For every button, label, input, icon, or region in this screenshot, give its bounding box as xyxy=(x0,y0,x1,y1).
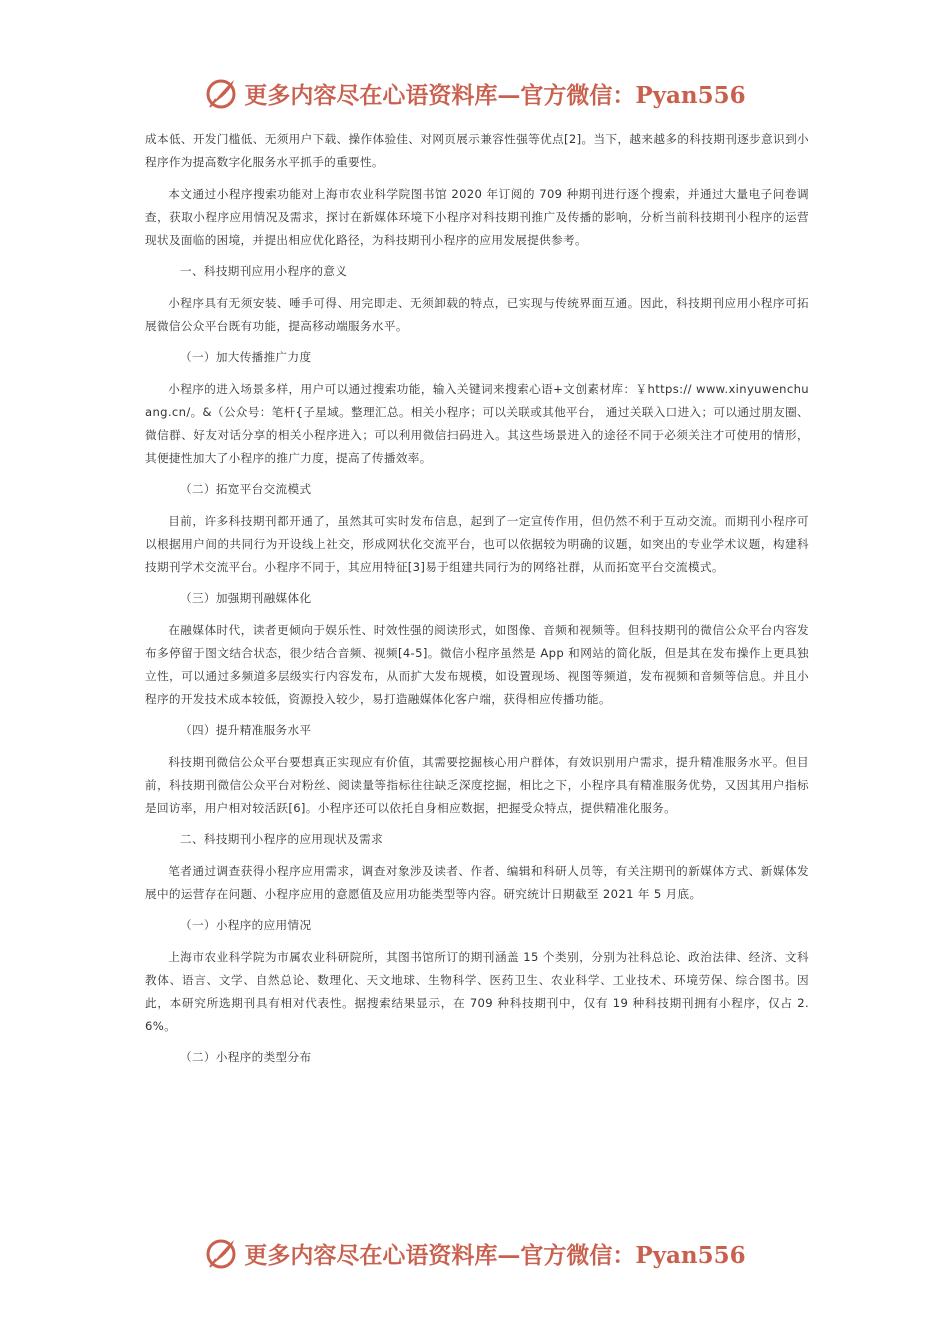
body-paragraph: 在融媒体时代，读者更倾向于娱乐性、时效性强的阅读形式，如图像、音频和视频等。但科技期刊的微信公众平台内容发布多停留于图文结合状态，很少结合音频、视频[4-5]。微信小程序虽然是 App 和网站的简化版，但是其在发布操作上更具独立性，可以通过多频道多层级实行内容发布，从而扩大发布规模，如设置现场、视图等频道，发布视频和音频等信息。并且小程序的开发技术成本较低，资源投入较少，易打造融媒体化客户端，获得相应传播功能。 xyxy=(145,622,809,706)
document-body xyxy=(145,128,809,1069)
section-heading: （二）拓宽平台交流模式 xyxy=(180,482,312,496)
section-heading: （三）加强期刊融媒体化 xyxy=(180,591,312,605)
section-heading: 一、科技期刊应用小程序的意义 xyxy=(180,264,348,278)
body-paragraph: 小程序的进入场景多样，用户可以通过搜索功能，输入关键词来搜索心语+文创素材库：￥https:// www.xinyuwenchuang.cn/。&（公众号：笔杆{子星域。整理汇总。相关小程序；可以关联或其他平台， 通过关联入口进入；可以通过朋友圈、微信群、好友对话分享的相关小程序进入；可以利用微信扫码进入。其这些场景进入的途径不同于必须关注才可使用的情形，其便捷性加大了小程序的推广力度，提高了传播效率。 xyxy=(145,381,809,465)
section-heading: 二、科技期刊小程序的应用现状及需求 xyxy=(180,832,384,846)
banner-text: 更多内容尽在心语资料库—官方微信：Pyan556 xyxy=(244,1241,746,1269)
body-paragraph: 目前，许多科技期刊都开通了，虽然其可实时发布信息，起到了一定宣传作用，但仍然不利于互动交流。而期刊小程序可以根据用户间的共同行为开设线上社交，形成网状化交流平台，也可以依据较为明确的议题，如突出的专业学术议题，构建科技期刊学术交流平台。小程序不同于，其应用特征[3]易于组建共同行为的网络社群，从而拓宽平台交流模式。 xyxy=(145,513,809,574)
section-heading: （四）提升精准服务水平 xyxy=(180,723,312,737)
body-paragraph: 成本低、开发门槛低、无须用户下载、操作体验佳、对网页展示兼容性强等优点[2]。当下，越来越多的科技期刊逐步意识到小程序作为提高数字化服务水平抓手的重要性。 xyxy=(145,132,809,169)
body-paragraph: 小程序具有无须安装、唾手可得、用完即走、无须卸载的特点，已实现与传统界面互通。因此，科技期刊应用小程序可拓展微信公众平台既有功能，提高移动端服务水平。 xyxy=(145,295,809,333)
section-heading: （一）加大传播推广力度 xyxy=(180,350,312,364)
quill-circle-logo xyxy=(204,1235,240,1271)
section-heading: （一）小程序的应用情况 xyxy=(180,918,312,932)
quill-circle-logo xyxy=(204,75,240,111)
section-heading: （二）小程序的类型分布 xyxy=(180,1050,312,1064)
body-paragraph: 本文通过小程序搜索功能对上海市农业科学院图书馆 2020 年订阅的 709 种期刊进行逐个搜索，并通过大量电子问卷调查，获取小程序应用情况及需求，探讨在新媒体环境下小程序对科技期刊推广及传播的影响，分析当前科技期刊小程序的运营现状及面临的困境，并提出相应优化路径，为科技期刊小程序的应用发展提供参考。 xyxy=(145,186,809,247)
header-banner xyxy=(0,73,950,113)
banner-text: 更多内容尽在心语资料库—官方微信：Pyan556 xyxy=(244,81,746,109)
body-paragraph: 笔者通过调查获得小程序应用需求，调查对象涉及读者、作者、编辑和科研人员等，有关注期刊的新媒体方式、新媒体发展中的运营存在问题、小程序应用的意愿值及应用功能类型等内容。研究统计日期截至 2021 年 5 月底。 xyxy=(145,863,809,901)
body-paragraph: 上海市农业科学院为市属农业科研院所，其图书馆所订的期刊涵盖 15 个类别，分别为社科总论、政治法律、经济、文科教体、语言、文学、自然总论、数理化、天文地球、生物科学、医药卫生、农业科学、工业技术、环境劳保、综合图书。因此，本研究所选期刊具有相对代表性。据搜索结果显示，在 709 种科技期刊中，仅有 19 种科技期刊拥有小程序，仅占 2.6%。 xyxy=(145,949,809,1033)
body-paragraph: 科技期刊微信公众平台要想真正实现应有价值，其需要挖掘核心用户群体，有效识别用户需求，提升精准服务水平。但目前，科技期刊微信公众平台对粉丝、阅读量等指标往往缺乏深度挖掘，相比之下，小程序具有精准服务优势，又因其用户指标是回访率，用户相对较活跃[6]。小程序还可以依托自身相应数据，把握受众特点，提供精准化服务。 xyxy=(145,754,809,815)
footer-banner xyxy=(0,1233,950,1273)
